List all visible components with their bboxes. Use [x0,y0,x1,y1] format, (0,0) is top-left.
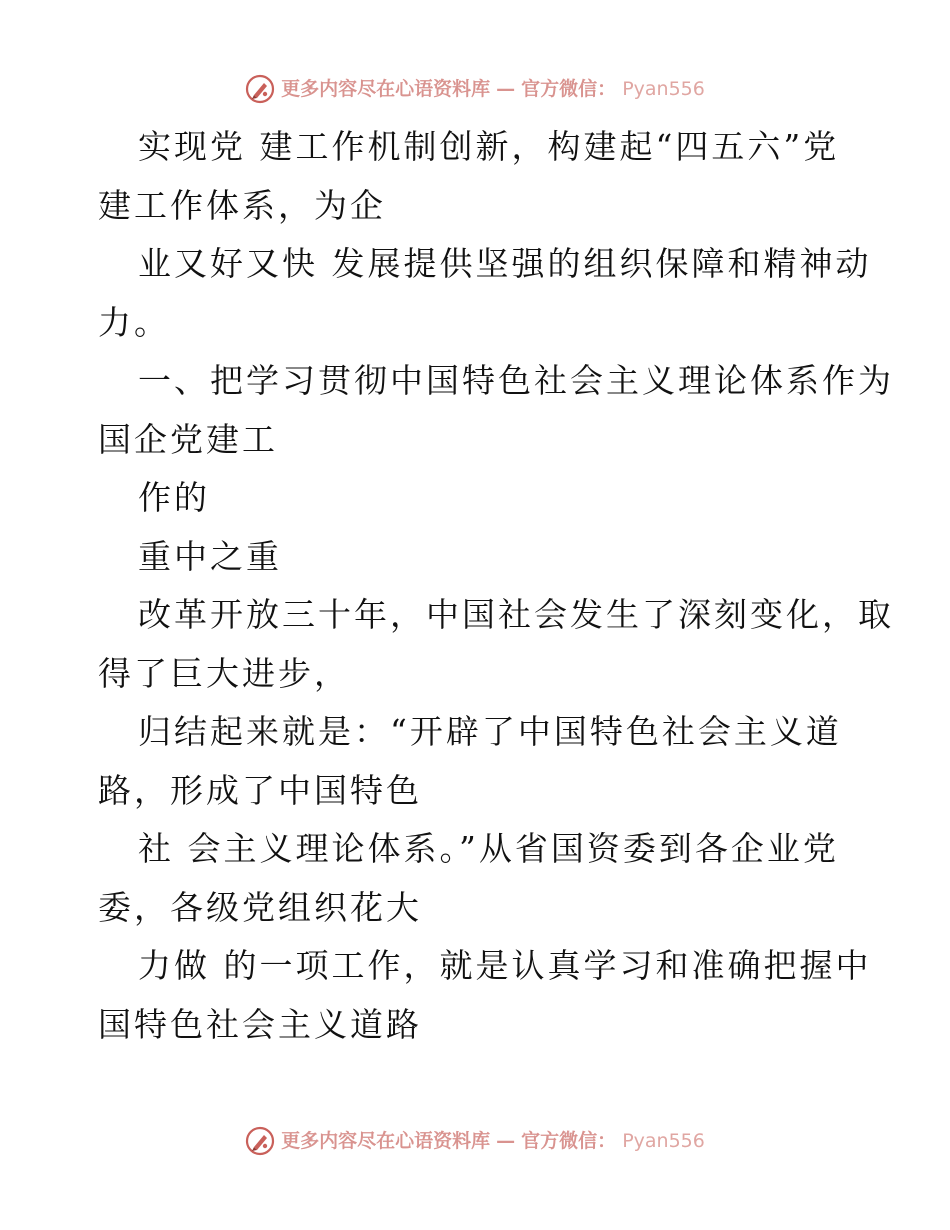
paragraph-line: 国企党建工 [98,419,278,459]
watermark-dash: — [496,1130,516,1152]
paragraph-line: 实现党 建工作机制创新，构建起“四五六”党 [138,127,840,166]
paragraph-line: 路，形成了中国特色 [98,770,422,810]
watermark-dash: — [496,78,516,100]
paragraph-line: 归结起来就是：“开辟了中国特色社会主义道 [138,712,842,751]
paragraph-line: 委，各级党组织花大 [98,887,422,927]
paragraph-line: 得了巨大进步， [98,653,350,693]
document-body [98,118,894,1054]
watermark-suffix: 官方微信： [521,78,617,100]
paragraph [98,586,894,703]
paragraph [98,352,894,469]
paragraph-line: 国特色社会主义道路 [98,1004,422,1044]
watermark-title: 更多内容尽在心语资料库 [281,1130,491,1152]
header-watermark [0,74,950,104]
pen-logo-icon [245,1126,275,1156]
watermark-wechat-id: Pyan556 [622,78,705,100]
paragraph [98,469,858,528]
paragraph [98,820,858,937]
paragraph-line: 一、把学习贯彻中国特色社会主义理论体系作为 [138,361,894,400]
footer-watermark [0,1126,950,1156]
paragraph-line: 作的 [138,478,210,517]
watermark-title: 更多内容尽在心语资料库 [281,78,491,100]
paragraph-line: 业又好又快 发展提供坚强的组织保障和精神动 [138,244,872,283]
pen-logo-icon [245,74,275,104]
watermark-suffix: 官方微信： [521,1130,617,1152]
paragraph [98,118,858,235]
paragraph-line: 建工作体系，为企 [98,185,386,225]
paragraph [98,528,858,587]
paragraph-line: 改革开放三十年，中国社会发生了深刻变化，取 [138,595,894,634]
watermark-wechat-id: Pyan556 [622,1130,705,1152]
paragraph-line: 社 会主义理论体系。”从省国资委到各企业党 [138,829,839,868]
paragraph-line: 力做 的一项工作，就是认真学习和准确把握中 [138,946,872,985]
paragraph [98,937,872,1054]
paragraph [98,703,858,820]
paragraph-line: 力。 [98,302,170,342]
paragraph [98,235,872,352]
paragraph-line: 重中之重 [138,536,282,576]
